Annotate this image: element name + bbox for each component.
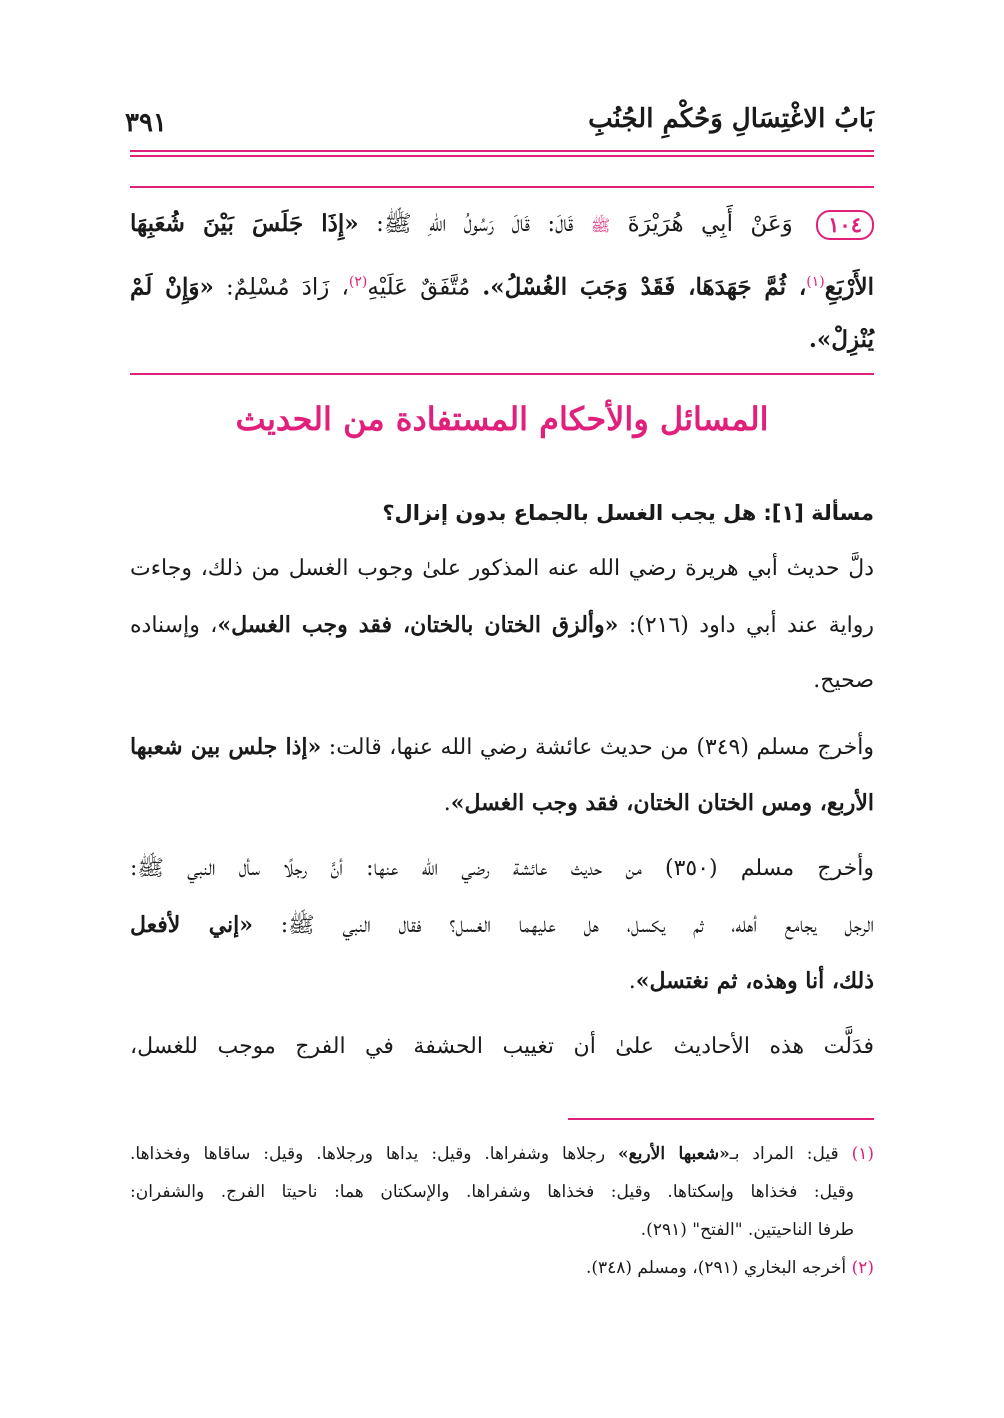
quoted-text: «شعبها الأربع» [618, 1144, 730, 1164]
chapter-title: بَابُ الاغْتِسَالِ وَحُكْمِ الجُنُبِ [588, 104, 874, 134]
paragraph-4-line-1: فدَلَّت هذه الأحاديث علىٰ أن تغييب الحشفة في الفرج موجب للغسل، [130, 1034, 874, 1059]
hadith-bottom-rule [130, 373, 874, 375]
quoted-text: «إني لأفعل [130, 912, 254, 938]
hadith-number-badge: ١٠٤ [816, 210, 874, 240]
header-rule-double [130, 155, 874, 157]
footnote-1-line-1 [130, 1135, 874, 1173]
text-run: ، وإسناده [130, 613, 218, 638]
footnote-number: (١) [851, 1144, 875, 1164]
text-run: أخرجه البخاري (٢٩١)، ومسلم (٣٤٨). [585, 1258, 847, 1278]
hadith-quote-c: «وَإِنْ لَمْ [130, 273, 214, 301]
header-rule [130, 150, 874, 152]
text-run: الرجل يجامع أهله، ثم يكسل، هل عليهما الغسل؟ فقال النبي ﷺ: [280, 913, 874, 938]
text-run: رجلاها وشفراها. وقيل: يداها ورجلاها. وقيل: ساقاها وفخذاها. [130, 1144, 606, 1164]
hadith-quote-end: يُنْزِلْ». [808, 326, 874, 353]
hadith-addition: ، زَادَ مُسْلِمٌ: [226, 274, 349, 301]
text-run: قيل: المراد بـ [729, 1144, 839, 1164]
hadith-quote-start: «إِذَا جَلَسَ بَيْنَ شُعَبِهَا [130, 210, 359, 237]
text-run: رواية عند أبي داود (٢١٦): [628, 613, 874, 638]
hadith-grading: مُتَّفَقٌ عَلَيْهِ [367, 274, 471, 301]
hadith-narrator: وَعَنْ أَبِي هُرَيْرَةَ [627, 211, 793, 237]
paragraph-3-line-3 [130, 953, 874, 1009]
paragraph-2-line-1 [130, 719, 874, 775]
paragraph-1-line-3: صحيح. [813, 668, 874, 693]
paragraph-3-line-2 [130, 897, 874, 953]
paragraph-1-line-2 [130, 597, 874, 653]
hadith-line-1 [130, 195, 874, 253]
quoted-text: «إذا جلس بين شعبها [130, 734, 322, 760]
hadith-said: قَالَ: قَالَ رَسُولُ اللهِ ﷺ: [376, 211, 574, 237]
hadith-block [130, 195, 874, 369]
quoted-text: ذلك، أنا وهذه، ثم نغتسل» [635, 968, 874, 994]
footnote-ref-1[interactable]: (١) [806, 274, 825, 290]
footnote-2-line-1 [130, 1249, 874, 1287]
body-text [130, 485, 874, 1075]
question-label: مسألة [١]: [763, 501, 874, 525]
section-heading: المسائل والأحكام المستفادة من الحديث [235, 400, 769, 438]
hadith-line-3 [130, 311, 874, 369]
hadith-quote-a: الأَرْبَعِ [824, 273, 875, 301]
quoted-text: الأربع، ومس الختان الختان، فقد وجب الغسل» [450, 790, 874, 816]
text-run: . [443, 791, 451, 816]
footnote-separator [568, 1118, 874, 1120]
question-line [130, 485, 874, 541]
honorific-mark: ﷺ [590, 216, 611, 235]
question-text: هل يجب الغسل بالجماع بدون إنزال؟ [382, 501, 757, 525]
text-run: . [628, 969, 636, 994]
footnote-number: (٢) [851, 1258, 874, 1278]
hadith-quote-b: ، ثُمَّ جَهَدَهَا، فَقَدْ وَجَبَ الغُسْلُ». [482, 273, 807, 301]
footnotes [130, 1135, 874, 1287]
footnote-ref-2[interactable]: (٢) [348, 274, 368, 290]
paragraph-3-line-1: وأخرج مسلم (٣٥٠) من حديث عائشة رضي الله عنها: أنَّ رجلًا سأل النبي ﷺ: [130, 856, 874, 881]
footnote-1-line-2: وقيل: فخذاها وإسكتاها. وقيل: فخذاها وشفراها. والإسكتان هما: ناحيتا الفرج. والشفران: [130, 1182, 854, 1202]
hadith-line-2 [130, 253, 874, 311]
quoted-text: «وألزق الختان بالختان، فقد وجب الغسل» [217, 612, 619, 638]
text-run: وأخرج مسلم (٣٤٩) من حديث عائشة رضي الله عنها، قالت: [328, 735, 874, 760]
footnote-1-line-3: طرفا الناحيتين. "الفتح" (٢٩١). [640, 1220, 854, 1240]
paragraph-2-line-2 [130, 775, 874, 831]
page-number: ٣٩١ [125, 108, 167, 138]
hadith-top-rule [130, 186, 874, 188]
paragraph-1-line-1: دلَّ حديث أبي هريرة رضي الله عنه المذكور علىٰ وجوب الغسل من ذلك، وجاءت [130, 556, 874, 581]
